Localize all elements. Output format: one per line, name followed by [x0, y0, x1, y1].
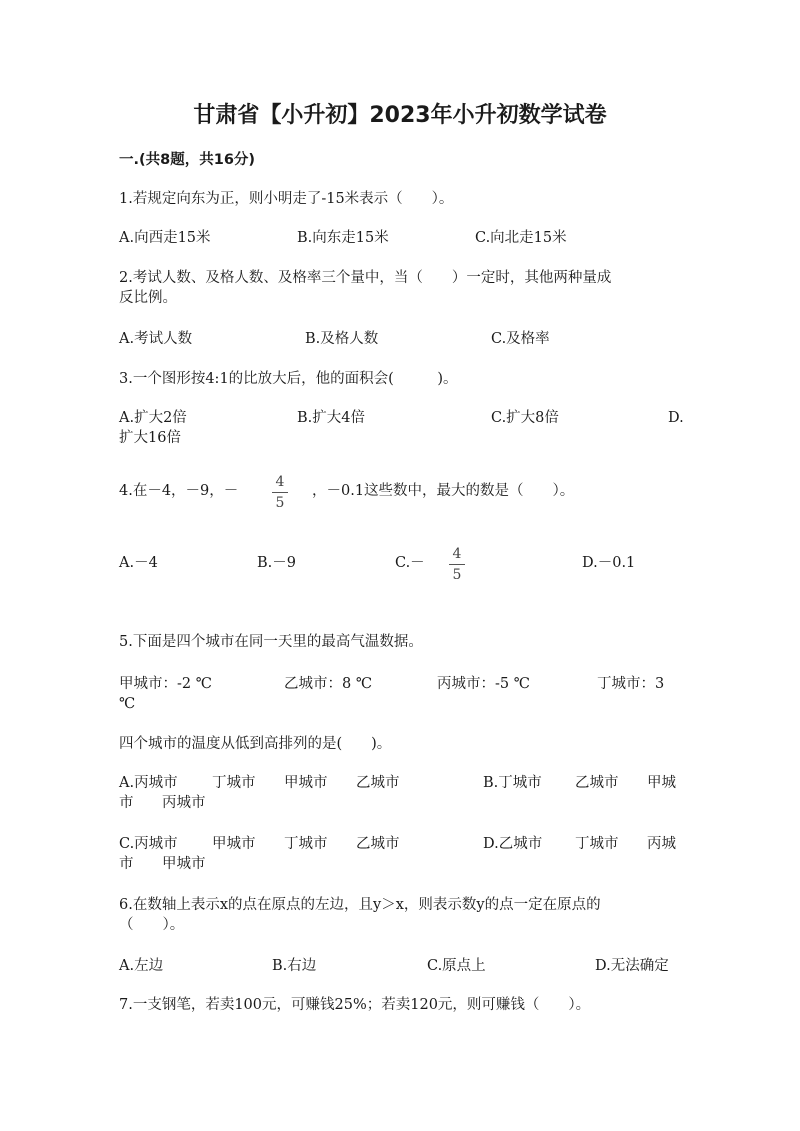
question-3-option-c: C.扩大8倍 [491, 410, 559, 426]
question-5-ask: 四个城市的温度从低到高排列的是( )。 [119, 736, 392, 752]
question-5-option-c-item-2: 甲城市 [212, 836, 256, 852]
city-d-temp: 丁城市：3 [597, 676, 665, 692]
question-5-option-a-item-2: 丁城市 [212, 775, 256, 791]
question-5-option-b-item-2: 乙城市 [575, 775, 619, 791]
question-4-option-c: C.－ [395, 555, 425, 571]
question-1-option-b: B.向东走15米 [297, 230, 389, 246]
fraction-denominator: 5 [275, 495, 285, 511]
question-5-option-b-wrap-1: 市 [119, 795, 134, 811]
question-4-stem-after: ，－0.1这些数中，最大的数是（ ）。 [312, 483, 575, 499]
question-4-stem-before: 4.在－4，－9，－ [119, 483, 239, 499]
city-a-temp: 甲城市：-2 ℃ [119, 676, 212, 692]
question-2-option-c: C.及格率 [491, 331, 550, 347]
fraction-numerator: 4 [452, 546, 462, 562]
question-3-option-d: D. [668, 410, 684, 426]
question-4-option-a: A.－4 [119, 555, 158, 571]
question-7-stem: 7.一支钢笔，若卖100元，可赚钱25%；若卖120元，则可赚钱（ ）。 [119, 997, 591, 1013]
question-6-option-d: D.无法确定 [595, 958, 669, 974]
question-5-option-d-wrap-2: 甲城市 [162, 856, 206, 872]
question-5-option-b-item-3: 甲城 [647, 775, 676, 791]
question-2-stem-line-1: 2.考试人数、及格人数、及格率三个量中，当（ ）一定时，其他两种量成 [119, 270, 612, 286]
page-title: 甘肃省【小升初】2023年小升初数学试卷 [193, 103, 607, 128]
question-6-option-c: C.原点上 [427, 958, 486, 974]
city-d-temp-wrap: ℃ [119, 696, 136, 712]
question-3-option-b: B.扩大4倍 [297, 410, 365, 426]
question-2-option-a: A.考试人数 [119, 331, 193, 347]
section-heading: 一.(共8题，共16分) [119, 152, 256, 168]
question-5-option-a-item-3: 甲城市 [284, 775, 328, 791]
fraction-bar [272, 492, 288, 493]
question-2-option-b: B.及格人数 [305, 331, 379, 347]
question-3-option-a: A.扩大2倍 [119, 410, 187, 426]
question-5-option-d-item-3: 丙城 [647, 836, 676, 852]
question-5-option-b-wrap-2: 丙城市 [162, 795, 206, 811]
question-2-stem-line-2: 反比例。 [119, 290, 177, 306]
question-5-option-d-wrap-1: 市 [119, 856, 134, 872]
question-5-option-b-label: B.丁城市 [483, 775, 542, 791]
question-6-stem-line-2: （ ）。 [119, 917, 185, 933]
fraction-denominator: 5 [452, 567, 462, 583]
question-4-fraction [272, 474, 288, 511]
fraction-numerator: 4 [275, 474, 285, 490]
question-5-option-a-label: A.丙城市 [119, 775, 178, 791]
question-5-option-d-label: D.乙城市 [483, 836, 543, 852]
question-3-stem: 3.一个图形按4:1的比放大后，他的面积会( )。 [119, 371, 458, 387]
question-5-stem: 5.下面是四个城市在同一天里的最高气温数据。 [119, 634, 423, 650]
question-1-option-c: C.向北走15米 [475, 230, 567, 246]
question-5-option-c-label: C.丙城市 [119, 836, 178, 852]
city-c-temp: 丙城市：-5 ℃ [437, 676, 530, 692]
question-6-stem-line-1: 6.在数轴上表示x的点在原点的左边，且y＞x，则表示数y的点一定在原点的 [119, 897, 601, 913]
question-4-option-b: B.－9 [257, 555, 296, 571]
question-6-option-a: A.左边 [119, 958, 164, 974]
question-4-option-d: D.－0.1 [582, 555, 636, 571]
question-5-option-c-item-4: 乙城市 [356, 836, 400, 852]
question-5-option-d-item-2: 丁城市 [575, 836, 619, 852]
question-5-option-c-item-3: 丁城市 [284, 836, 328, 852]
fraction-bar [449, 564, 465, 565]
question-1-option-a: A.向西走15米 [119, 230, 211, 246]
question-5-option-a-item-4: 乙城市 [356, 775, 400, 791]
city-b-temp: 乙城市：8 ℃ [284, 676, 373, 692]
question-3-option-d-wrap: 扩大16倍 [119, 430, 181, 446]
question-1-stem: 1.若规定向东为正，则小明走了-15米表示（ ）。 [119, 191, 454, 207]
question-6-option-b: B.右边 [272, 958, 317, 974]
question-4-option-c-fraction [449, 546, 465, 583]
